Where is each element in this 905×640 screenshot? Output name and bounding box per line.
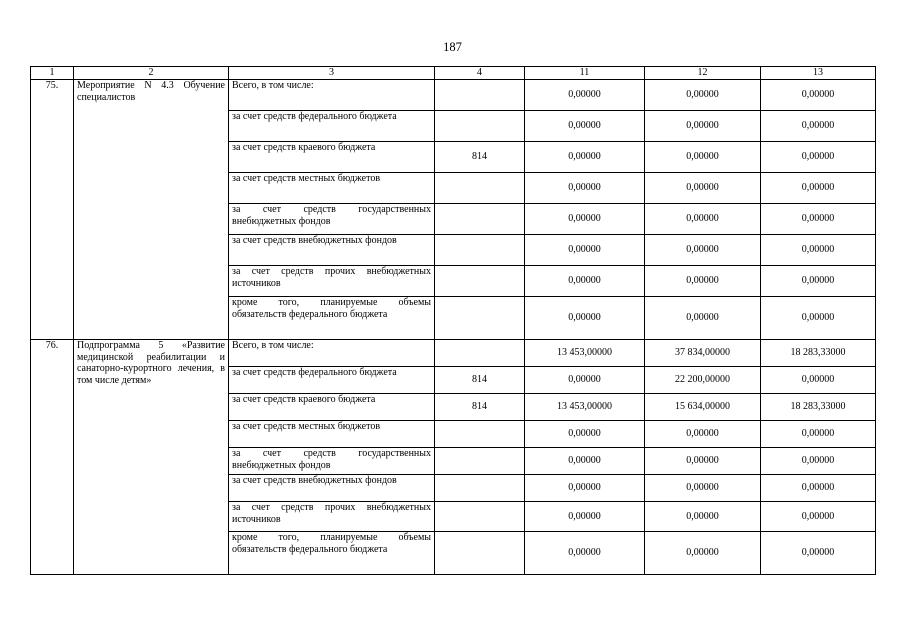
value-col-11: 0,00000 [525,80,645,111]
budget-code [435,340,525,367]
column-header: 2 [74,67,229,80]
value-col-13: 18 283,33000 [761,340,876,367]
funding-source: за счет средств государственных внебюджетных фондов [229,204,435,235]
value-col-12: 15 634,00000 [645,394,761,421]
budget-code [435,475,525,502]
value-col-13: 0,00000 [761,173,876,204]
value-col-12: 22 200,00000 [645,367,761,394]
column-header: 11 [525,67,645,80]
funding-source: за счет средств внебюджетных фондов [229,235,435,266]
budget-code: 814 [435,367,525,394]
value-col-12: 0,00000 [645,235,761,266]
item-name: Мероприятие N 4.3 Обучение специалистов [74,80,229,340]
value-col-12: 0,00000 [645,204,761,235]
value-col-11: 0,00000 [525,297,645,340]
column-header: 3 [229,67,435,80]
column-header: 12 [645,67,761,80]
value-col-11: 0,00000 [525,235,645,266]
header-row [31,67,876,80]
value-col-11: 0,00000 [525,367,645,394]
value-col-11: 0,00000 [525,448,645,475]
funding-source: за счет средств федерального бюджета [229,111,435,142]
value-col-12: 0,00000 [645,142,761,173]
value-col-12: 0,00000 [645,173,761,204]
row-number: 75. [31,80,74,340]
budget-code [435,502,525,532]
budget-code [435,111,525,142]
funding-source: за счет средств государственных внебюджетных фондов [229,448,435,475]
value-col-13: 0,00000 [761,204,876,235]
value-col-13: 0,00000 [761,475,876,502]
value-col-13: 0,00000 [761,80,876,111]
funding-source: за счет средств прочих внебюджетных источников [229,266,435,297]
table-row [31,80,876,111]
budget-code [435,204,525,235]
value-col-11: 13 453,00000 [525,340,645,367]
value-col-11: 0,00000 [525,111,645,142]
budget-code [435,448,525,475]
funding-source: за счет средств федерального бюджета [229,367,435,394]
value-col-13: 0,00000 [761,266,876,297]
column-header: 13 [761,67,876,80]
value-col-11: 0,00000 [525,142,645,173]
budget-code: 814 [435,142,525,173]
value-col-11: 0,00000 [525,475,645,502]
value-col-12: 0,00000 [645,475,761,502]
budget-table [30,66,876,575]
funding-source: кроме того, планируемые объемы обязательств федерального бюджета [229,532,435,575]
funding-source: кроме того, планируемые объемы обязательств федерального бюджета [229,297,435,340]
value-col-13: 18 283,33000 [761,394,876,421]
value-col-12: 0,00000 [645,502,761,532]
value-col-12: 0,00000 [645,266,761,297]
funding-source: за счет средств краевого бюджета [229,394,435,421]
row-number: 76. [31,340,74,575]
budget-code [435,173,525,204]
table-row [31,340,876,367]
value-col-13: 0,00000 [761,142,876,173]
value-col-11: 0,00000 [525,502,645,532]
budget-code [435,266,525,297]
value-col-11: 0,00000 [525,204,645,235]
funding-source: Всего, в том числе: [229,80,435,111]
column-header: 4 [435,67,525,80]
value-col-13: 0,00000 [761,367,876,394]
budget-code [435,297,525,340]
value-col-11: 13 453,00000 [525,394,645,421]
value-col-13: 0,00000 [761,532,876,575]
value-col-12: 37 834,00000 [645,340,761,367]
value-col-11: 0,00000 [525,173,645,204]
budget-code [435,80,525,111]
value-col-13: 0,00000 [761,502,876,532]
value-col-13: 0,00000 [761,421,876,448]
value-col-11: 0,00000 [525,266,645,297]
funding-source: за счет средств внебюджетных фондов [229,475,435,502]
value-col-11: 0,00000 [525,532,645,575]
page-number: 187 [443,40,462,54]
value-col-12: 0,00000 [645,111,761,142]
value-col-13: 0,00000 [761,235,876,266]
funding-source: за счет средств краевого бюджета [229,142,435,173]
funding-source: за счет средств местных бюджетов [229,421,435,448]
item-name: Подпрограмма 5 «Развитие медицинской реабилитации и санаторно-курортного лечения, в том числе детям» [74,340,229,575]
funding-source: Всего, в том числе: [229,340,435,367]
value-col-12: 0,00000 [645,297,761,340]
value-col-13: 0,00000 [761,111,876,142]
value-col-12: 0,00000 [645,532,761,575]
budget-code: 814 [435,394,525,421]
value-col-13: 0,00000 [761,448,876,475]
funding-source: за счет средств местных бюджетов [229,173,435,204]
column-header: 1 [31,67,74,80]
value-col-12: 0,00000 [645,448,761,475]
value-col-13: 0,00000 [761,297,876,340]
budget-code [435,532,525,575]
funding-source: за счет средств прочих внебюджетных источников [229,502,435,532]
value-col-12: 0,00000 [645,421,761,448]
value-col-12: 0,00000 [645,80,761,111]
value-col-11: 0,00000 [525,421,645,448]
budget-code [435,421,525,448]
budget-code [435,235,525,266]
